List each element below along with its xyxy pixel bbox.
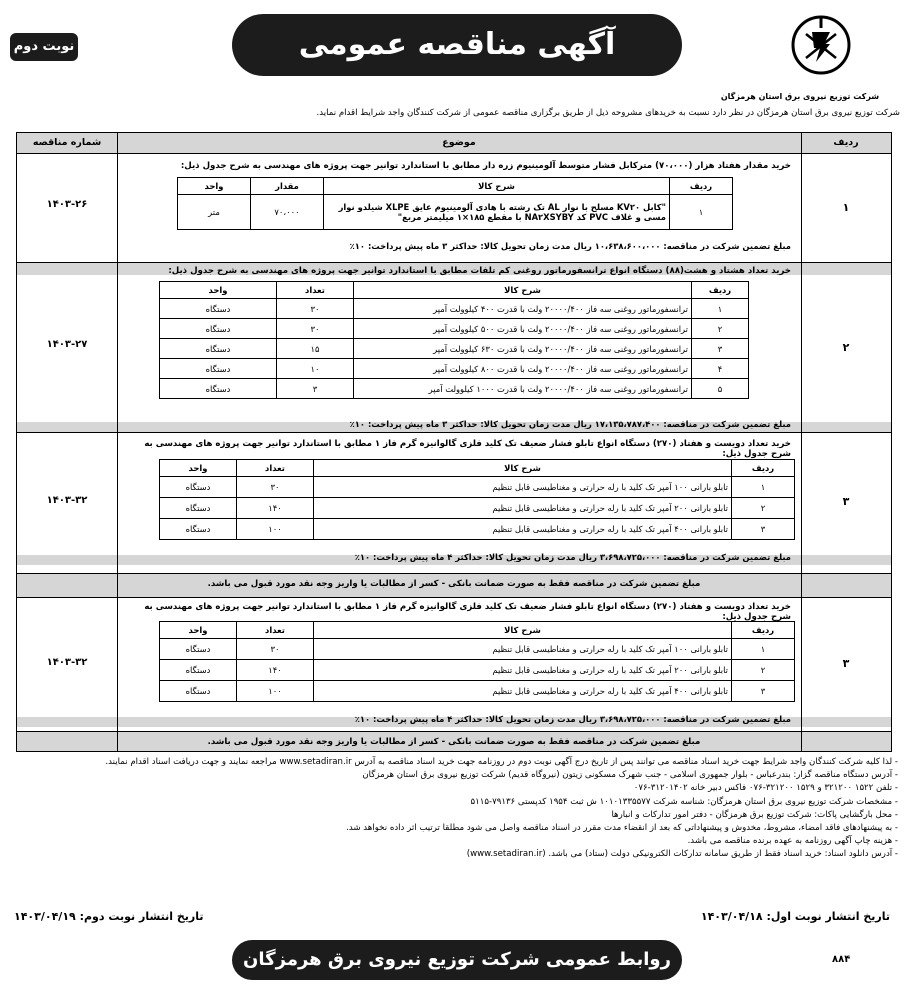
items-table: ردیف شرح کالا تعداد واحد ۱ تابلو بارانی ۱۰۰ آمپر تک کلید با رله حرارتی و مغناطیسی قابل تنظیم ۳۰ دستگاه ۲ تابلو بارانی ۲۰۰ آمپر تک کلید با رله حرارتی و مغناطیسی قابل تنظیم ۱۴۰ دستگاه ۳ تابلو بارانی ۴۰۰ آمپر تک کلید با رله حرارتی و مغناطیسی قابل تنظیم ۱۰۰ دستگاه [159,621,795,702]
tender-footer: مبلغ تضمین شرکت در مناقصه: ۳،۶۹۸،۷۲۵،۰۰۰ ریال مدت زمان تحویل کالا: حداکثر ۴ ماه پیش پرداخت: ۱۰٪ [354,714,791,724]
list-item: - لذا کلیه شرکت کنندگان واجد شرایط جهت خرید اسناد مناقصه می توانند پس از تاریخ درج آگهی نوبت دوم در روزنامه جهت خرید اسناد مناقصه به آدرس www.setadiran.ir مراجعه نمایند و جهت دریافت اسناد اقدام نمایند. [105,757,898,767]
tender-number: ۱۴۰۳-۳۲ [46,495,88,506]
table-row: ۲ ترانسفورماتور روغنی سه فاز ۲۰۰۰۰/۴۰۰ ولت با قدرت ۵۰۰ کیلوولت آمپر ۳۰ دستگاه [160,319,749,339]
tender-title: خرید مقدار هفتاد هزار (۷۰،۰۰۰) مترکابل فشار متوسط آلومینیوم زره دار مطابق با استاندارد توانیر جهت پروژه های مهندسی به شرح جدول ذیل: [180,161,791,171]
list-item: - محل بارگشایی پاکات: شرکت توزیع برق هرمزگان - دفتر امور تدارکات و انبارها [611,809,898,820]
tender-table [16,132,892,752]
table-row: ۵ ترانسفورماتور روغنی سه فاز ۲۰۰۰۰/۴۰۰ ولت با قدرت ۱۰۰۰ کیلوولت آمپر ۳ دستگاه [160,379,749,399]
list-item: - به پیشنهادهای فاقد امضاء، مشروط، مخدوش و پیشنهاداتی که بعد از انقضاء مدت مقرر در اسناد مناقصه واصل می شود مطلقا ترتیب اثر داده نخواهد شد. [346,823,898,834]
company-name: شرکت توزیع نیروی برق استان هرمزگان [720,92,880,101]
table-row: ۱ ترانسفورماتور روغنی سه فاز ۲۰۰۰۰/۴۰۰ ولت با قدرت ۴۰۰ کیلوولت آمپر ۳۰ دستگاه [160,299,749,319]
company-logo-icon [790,14,852,76]
items-table [177,177,733,230]
list-item: - آدرس دستگاه مناقصه گزار: بندرعباس - بلوار جمهوری اسلامی - جنب شهرک مسکونی زیتون (نیروگاه قدیم) شرکت توزیع نیروی برق استان هرمزگان [362,770,898,781]
tender-row-number: ۳ [842,657,850,670]
tender-row-number: ۱ [842,201,850,214]
intro-text: شرکت توزیع نیروی برق استان هرمزگان در نظر دارد نسبت به خریدهای مشروحه ذیل از طریق برگزاری مناقصه عمومی از شرکت کنندگان واجد شرایط اقدام نماید. [316,108,900,118]
tender-title: خرید تعداد هشتاد و هشت(۸۸) دستگاه انواع ترانسفورماتور روغنی کم تلفات مطابق با استاندارد توانیر جهت پروژه های مهندسی به شرح جدول ذیل: [168,266,791,276]
col-row-header: ردیف [833,137,859,148]
page-title: آگهی مناقصه عمومی [232,14,682,76]
guarantee-note: مبلغ تضمین شرکت در مناقصه فقط به صورت ضمانت بانکی - کسر از مطالبات یا واریز وجه نقد مورد قبول می باشد. [207,579,701,589]
table-row: ۳ تابلو بارانی ۴۰۰ آمپر تک کلید با رله حرارتی و مغناطیسی قابل تنظیم ۱۰۰ دستگاه [160,681,795,702]
table-row: ۲ تابلو بارانی ۲۰۰ آمپر تک کلید با رله حرارتی و مغناطیسی قابل تنظیم ۱۴۰ دستگاه [160,498,795,519]
tender-row-number: ۲ [842,341,850,354]
items-header-qty: مقدار [251,178,324,195]
tender-number: ۱۴۰۳-۳۲ [46,657,88,668]
col-tender-no-header: شماره مناقصه [32,137,102,148]
tender-row-number: ۳ [842,495,850,508]
tender-footer: مبلغ تضمین شرکت در مناقصه: ۳،۶۹۸،۷۲۵،۰۰۰ ریال مدت زمان تحویل کالا: حداکثر ۴ ماه پیش پرداخت: ۱۰٪ [354,552,791,562]
guarantee-note: مبلغ تضمین شرکت در مناقصه فقط به صورت ضمانت بانکی - کسر از مطالبات یا واریز وجه نقد مورد قبول می باشد. [207,737,701,747]
second-publish-date: تاریخ انتشار نوبت دوم: ۱۴۰۳/۰۴/۱۹ [14,910,204,923]
table-row: ۱ تابلو بارانی ۱۰۰ آمپر تک کلید با رله حرارتی و مغناطیسی قابل تنظیم ۳۰ دستگاه [160,639,795,660]
list-item: - مشخصات شرکت توزیع نیروی برق استان هرمزگان: شناسه شرکت ۱۰۱۰۱۳۳۵۵۷۷ ش ثبت ۱۹۵۴ کدپستی ۷۹۱۳۶-۵۱۱۵ [470,796,898,807]
table-row: ۱ "کابل KV۲۰ مسلح با نوار AL تک رشته با هادی آلومینیوم عایق XLPE شیلدو نوار مسی و غلاف PVC کد NA۲XSYBY با مقطع ۱۸۵×۱ میلیمتر مربع" ۷۰،۰۰۰ متر [178,195,733,230]
items-table: ردیف شرح کالا تعداد واحد ۱ تابلو بارانی ۱۰۰ آمپر تک کلید با رله حرارتی و مغناطیسی قابل تنظیم ۳۰ دستگاه ۲ تابلو بارانی ۲۰۰ آمپر تک کلید با رله حرارتی و مغناطیسی قابل تنظیم ۱۴۰ دستگاه ۳ تابلو بارانی ۴۰۰ آمپر تک کلید با رله حرارتی و مغناطیسی قابل تنظیم ۱۰۰ دستگاه [159,459,795,540]
list-item: - هزینه چاپ آگهی روزنامه به عهده برنده مناقصه می باشد. [687,836,898,847]
items-header-row: ردیف [670,178,733,195]
tender-footer: مبلغ تضمین شرکت در مناقصه: ۱۷،۱۳۵،۷۸۷،۴۰۰ ریال مدت زمان تحویل کالا: حداکثر ۳ ماه پیش پرداخت: ۱۰٪ [349,419,791,429]
edition-badge: نوبت دوم [10,33,78,61]
table-row: ۱ تابلو بارانی ۱۰۰ آمپر تک کلید با رله حرارتی و مغناطیسی قابل تنظیم ۳۰ دستگاه [160,477,795,498]
tender-title: خرید تعداد دویست و هفتاد (۲۷۰) دستگاه انواع تابلو فشار ضعیف تک کلید فلزی گالوانیزه گرم فاز ۱ مطابق با استاندارد توانیر جهت پروژه های مهندسی به شرح جدول ذیل: [144,602,791,622]
table-row: ۴ ترانسفورماتور روغنی سه فاز ۲۰۰۰۰/۴۰۰ ولت با قدرت ۸۰۰ کیلوولت آمپر ۱۰ دستگاه [160,359,749,379]
col-subject-header: موضوع [442,137,476,148]
items-header-desc: شرح کالا [324,178,670,195]
items-header-unit: واحد [178,178,251,195]
page-number: ۸۸۴ [832,954,851,965]
table-row: ۲ تابلو بارانی ۲۰۰ آمپر تک کلید با رله حرارتی و مغناطیسی قابل تنظیم ۱۴۰ دستگاه [160,660,795,681]
tender-number: ۱۴۰۳-۲۷ [46,339,88,350]
list-item: - تلفن ۱۵۲۲ ۳۲۱۲۰۰ و ۱۵۲۹ ۳۲۱۲۰۰-۰۷۶ فاکس دبیر خانه ۳۱۲۰۱۴۰۲-۰۷۶ [633,783,898,794]
table-row: ۳ تابلو بارانی ۴۰۰ آمپر تک کلید با رله حرارتی و مغناطیسی قابل تنظیم ۱۰۰ دستگاه [160,519,795,540]
items-table: ردیف شرح کالا تعداد واحد ۱ ترانسفورماتور روغنی سه فاز ۲۰۰۰۰/۴۰۰ ولت با قدرت ۴۰۰ کیلوولت آمپر ۳۰ دستگاه ۲ ترانسفورماتور روغنی سه فاز ۲۰۰۰۰/۴۰۰ ولت با قدرت ۵۰۰ کیلوولت آمپر ۳۰ دستگاه ۳ ترانسفورماتور روغنی سه فاز ۲۰۰۰۰/۴۰۰ ولت با قدرت ۶۳۰ کیلوولت آمپر ۱۵ دستگاه ۴ ترانسفورماتور روغنی سه فاز ۲۰۰۰۰/۴۰۰ ولت با قدرت ۸۰۰ کیلوولت آمپر ۱۰ دستگاه ۵ ترانسفورماتور روغنی سه فاز ۲۰۰۰۰/۴۰۰ ولت با قدرت ۱۰۰۰ کیلوولت آمپر ۳ دستگاه [159,281,749,399]
tender-number: ۱۴۰۳-۲۶ [46,199,88,210]
public-relations-banner: روابط عمومی شرکت توزیع نیروی برق هرمزگان [232,940,682,980]
first-publish-date: تاریخ انتشار نوبت اول: ۱۴۰۳/۰۴/۱۸ [700,910,890,923]
list-item: - آدرس دانلود اسناد: خرید اسناد فقط از طریق سامانه تدارکات الکترونیکی دولت (ستاد) می باشد. (www.setadiran.ir) [466,849,898,860]
table-row: ۳ ترانسفورماتور روغنی سه فاز ۲۰۰۰۰/۴۰۰ ولت با قدرت ۶۳۰ کیلوولت آمپر ۱۵ دستگاه [160,339,749,359]
conditions-list [20,756,898,862]
tender-title: خرید تعداد دویست و هفتاد (۲۷۰) دستگاه انواع تابلو فشار ضعیف تک کلید فلزی گالوانیزه گرم فاز ۱ مطابق با استاندارد توانیر جهت پروژه های مهندسی به شرح جدول ذیل: [144,439,791,459]
tender-footer: مبلغ تضمین شرکت در مناقصه: ۱۰،۶۳۸،۶۰۰،۰۰۰ ریال مدت زمان تحویل کالا: حداکثر ۳ ماه پیش پرداخت: ۱۰٪ [349,241,791,251]
